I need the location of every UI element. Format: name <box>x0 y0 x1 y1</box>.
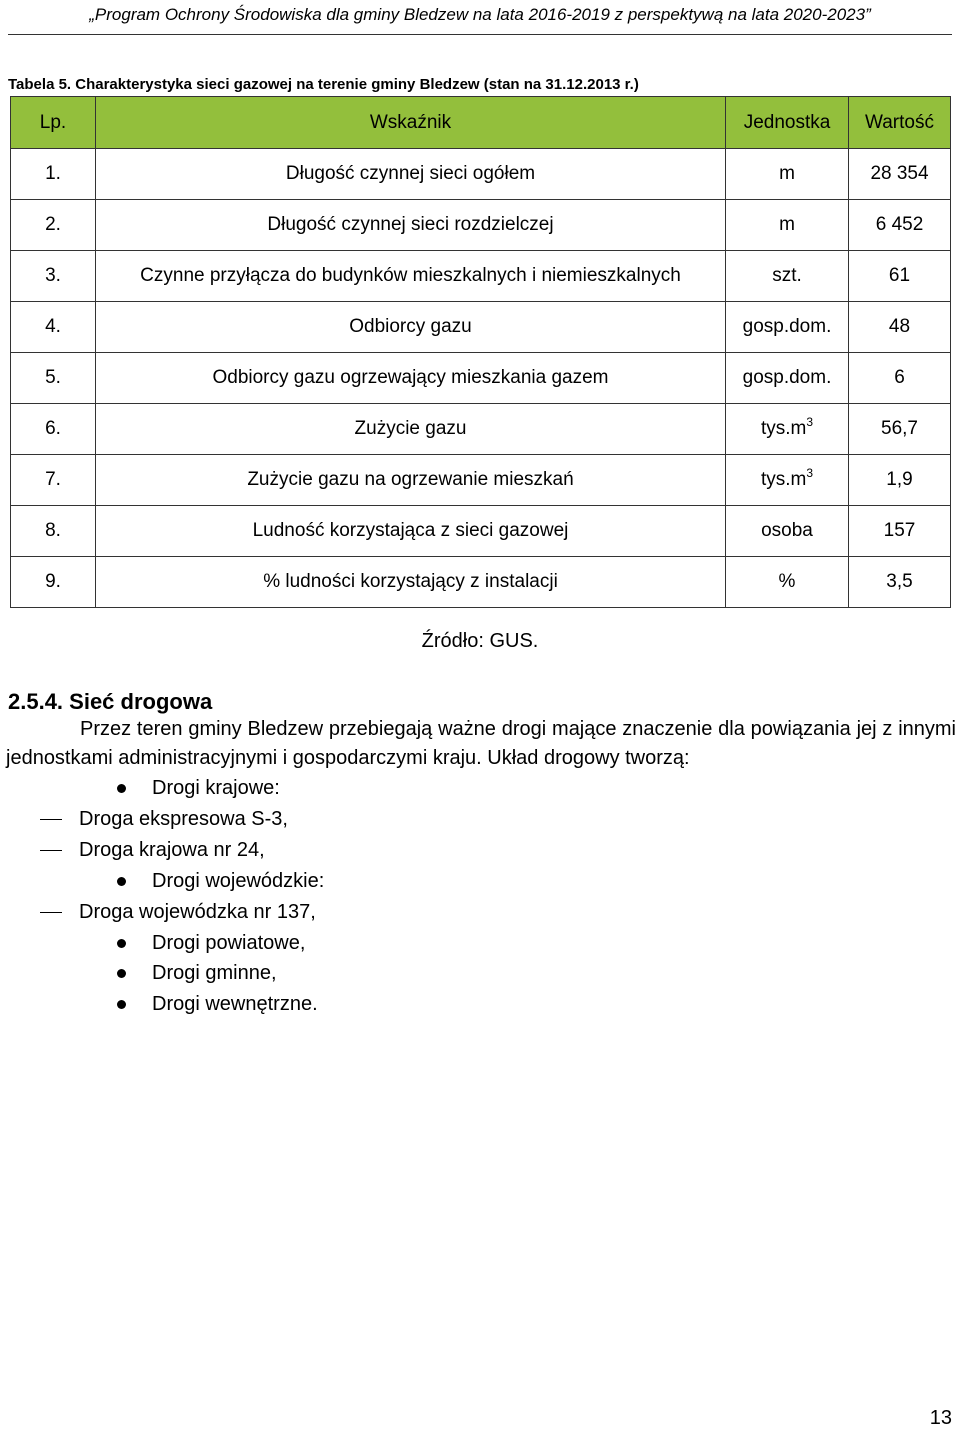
cell-unit <box>726 557 849 608</box>
bullet-icon <box>117 784 126 793</box>
dash-icon <box>40 819 62 820</box>
unit-text: m <box>779 214 795 235</box>
column-header-indicator: Wskaźnik <box>96 97 726 149</box>
list-item: Droga krajowa nr 24, <box>79 838 265 861</box>
table-source: Źródło: GUS. <box>421 630 539 652</box>
table-row <box>11 251 951 302</box>
table-caption: Tabela 5. Charakterystyka sieci gazowej na terenie gminy Bledzew (stan na 31.12.2013 r.) <box>8 76 639 93</box>
cell-lp: 6. <box>11 404 96 455</box>
section-title: 2.5.4. Sieć drogowa <box>8 689 213 714</box>
cell-value: 6 <box>849 353 951 404</box>
gas-network-table <box>10 96 951 608</box>
cell-indicator: Odbiorcy gazu ogrzewający mieszkania gazem <box>96 353 726 404</box>
column-header-lp: Lp. <box>11 97 96 149</box>
cell-indicator: Długość czynnej sieci ogółem <box>96 149 726 200</box>
cell-indicator: Odbiorcy gazu <box>96 302 726 353</box>
list-item: Droga wojewódzka nr 137, <box>79 900 316 923</box>
bullet-icon <box>117 877 126 886</box>
cell-unit <box>726 302 849 353</box>
table-row <box>11 302 951 353</box>
table-row <box>11 404 951 455</box>
list-item: Drogi krajowe: <box>152 777 280 799</box>
table-row <box>11 506 951 557</box>
unit-text: gosp.dom. <box>742 367 832 388</box>
bullet-icon <box>117 939 126 948</box>
header-divider <box>8 34 952 35</box>
cell-value: 48 <box>849 302 951 353</box>
section-paragraph <box>6 715 956 773</box>
list-item: Drogi wojewódzkie: <box>152 869 325 892</box>
unit-superscript: 3 <box>806 415 814 429</box>
cell-unit <box>726 455 849 506</box>
page-number: 13 <box>929 1407 952 1429</box>
bullet-icon <box>117 1000 126 1009</box>
cell-value: 28 354 <box>849 149 951 200</box>
cell-lp: 1. <box>11 149 96 200</box>
list-item: Drogi wewnętrzne. <box>152 993 318 1016</box>
unit-text: tys.m <box>760 418 807 439</box>
dash-icon <box>40 912 62 913</box>
cell-lp: 8. <box>11 506 96 557</box>
cell-value: 6 452 <box>849 200 951 251</box>
cell-lp: 7. <box>11 455 96 506</box>
list-item: Droga ekspresowa S-3, <box>79 807 288 830</box>
cell-value: 61 <box>849 251 951 302</box>
table-row <box>11 200 951 251</box>
cell-indicator: Ludność korzystająca z sieci gazowej <box>96 506 726 557</box>
cell-lp: 3. <box>11 251 96 302</box>
bullet-icon <box>117 969 126 978</box>
list-item: Drogi powiatowe, <box>152 931 306 954</box>
cell-value: 56,7 <box>849 404 951 455</box>
cell-indicator: Czynne przyłącza do budynków mieszkalnych i niemieszkalnych <box>96 251 726 302</box>
cell-value: 3,5 <box>849 557 951 608</box>
paragraph-text: Przez teren gminy Bledzew przebiegają ważne drogi mające znaczenie dla powiązania jej z innymi jednostkami administracyjnymi i gospodarczymi kraju. Układ drogowy tworzą: <box>6 718 956 769</box>
cell-unit <box>726 353 849 404</box>
cell-lp: 5. <box>11 353 96 404</box>
unit-superscript: 3 <box>806 466 814 480</box>
cell-indicator: Długość czynnej sieci rozdzielczej <box>96 200 726 251</box>
cell-indicator: Zużycie gazu na ogrzewanie mieszkań <box>96 455 726 506</box>
cell-unit <box>726 404 849 455</box>
cell-indicator: Zużycie gazu <box>96 404 726 455</box>
cell-indicator: % ludności korzystający z instalacji <box>96 557 726 608</box>
cell-unit <box>726 251 849 302</box>
column-header-value: Wartość <box>849 97 951 149</box>
cell-unit <box>726 200 849 251</box>
cell-lp: 9. <box>11 557 96 608</box>
column-header-unit: Jednostka <box>726 97 849 149</box>
unit-text: osoba <box>761 520 813 541</box>
dash-icon <box>40 850 62 851</box>
table-row <box>11 353 951 404</box>
unit-text: m <box>779 163 795 184</box>
cell-value: 1,9 <box>849 455 951 506</box>
unit-text: gosp.dom. <box>742 316 832 337</box>
unit-text: szt. <box>772 265 802 286</box>
unit-text: % <box>778 571 796 592</box>
table-row <box>11 455 951 506</box>
cell-value: 157 <box>849 506 951 557</box>
table-row <box>11 149 951 200</box>
cell-lp: 2. <box>11 200 96 251</box>
cell-unit <box>726 149 849 200</box>
cell-unit <box>726 506 849 557</box>
cell-lp: 4. <box>11 302 96 353</box>
table-header-row <box>11 97 951 149</box>
table-row <box>11 557 951 608</box>
page-header: „Program Ochrony Środowiska dla gminy Bledzew na lata 2016-2019 z perspektywą na lata 2020-2023” <box>89 5 871 24</box>
unit-text: tys.m <box>760 469 807 490</box>
list-item: Drogi gminne, <box>152 962 277 985</box>
